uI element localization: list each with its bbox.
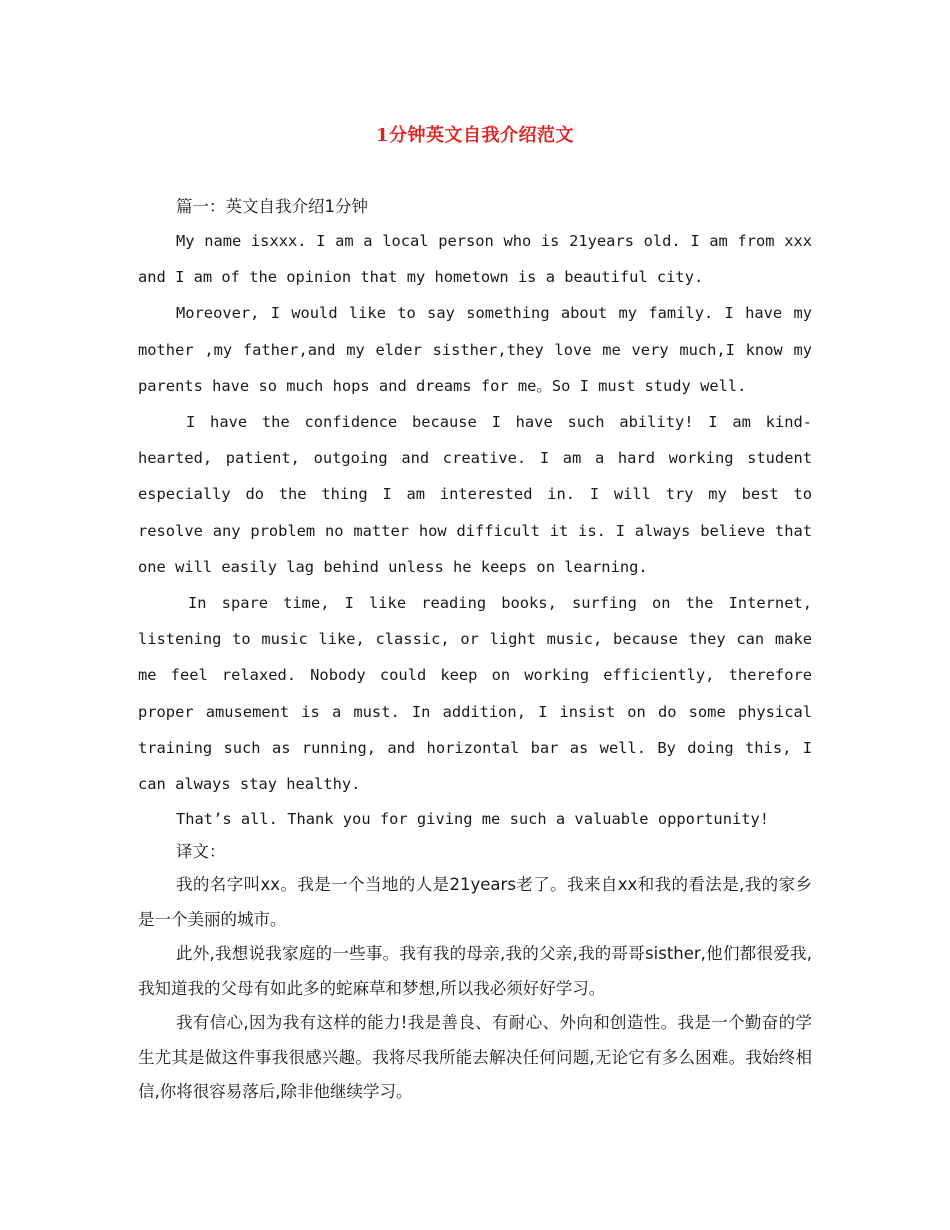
translation-label: 译文： bbox=[176, 842, 226, 862]
chinese-paragraph-1: 我的名字叫xx。我是一个当地的人是21years老了。我来自xx和我的看法是,我的家乡是一个美丽的城市。 bbox=[138, 875, 812, 929]
chinese-paragraph-2: 此外,我想说我家庭的一些事。我有我的母亲,我的父亲,我的哥哥sisther,他们都很爱我,我知道我的父母有如此多的蛇麻草和梦想,所以我必须好好学习。 bbox=[138, 944, 812, 998]
document-title: 1分钟英文自我介绍范文 bbox=[375, 125, 575, 146]
english-paragraph-1: My name isxxx. I am a local person who is 21years old. I am from xxx and I am of the opinion that my hometown is a beautiful city. bbox=[138, 232, 812, 287]
english-paragraph-4: In spare time, I like reading books, surfing on the Internet, listening to music like, classic, or light music, because they can make me feel relaxed. Nobody could keep on working efficiently, therefore proper amusement is a must. In addition, I insist on do some physical training such as running, and horizontal bar as well. By doing this, I can always stay healthy. bbox=[138, 594, 812, 794]
section-heading: 篇一：英文自我介绍1分钟 bbox=[176, 197, 368, 216]
document-body bbox=[138, 191, 812, 1110]
english-paragraph-5: That’s all. Thank you for giving me such a valuable opportunity! bbox=[176, 810, 770, 829]
english-paragraph-3: I have the confidence because I have such ability! I am kind-hearted, patient, outgoing and creative. I am a hard working student especially do the thing I am interested in. I will try my best to resolve any problem no matter how difficult it is. I always believe that one will easily lag behind unless he keeps on learning. bbox=[138, 413, 812, 576]
english-paragraph-2: Moreover, I would like to say something about my family. I have my mother ,my father,and my elder sisther,they love me very much,I know my parents have so much hops and dreams for me。So I must study well. bbox=[138, 304, 812, 395]
chinese-paragraph-3: 我有信心,因为我有这样的能力!我是善良、有耐心、外向和创造性。我是一个勤奋的学生尤其是做这件事我很感兴趣。我将尽我所能去解决任何问题,无论它有多么困难。我始终相信,你将很容易落后,除非他继续学习。 bbox=[138, 1013, 812, 1102]
